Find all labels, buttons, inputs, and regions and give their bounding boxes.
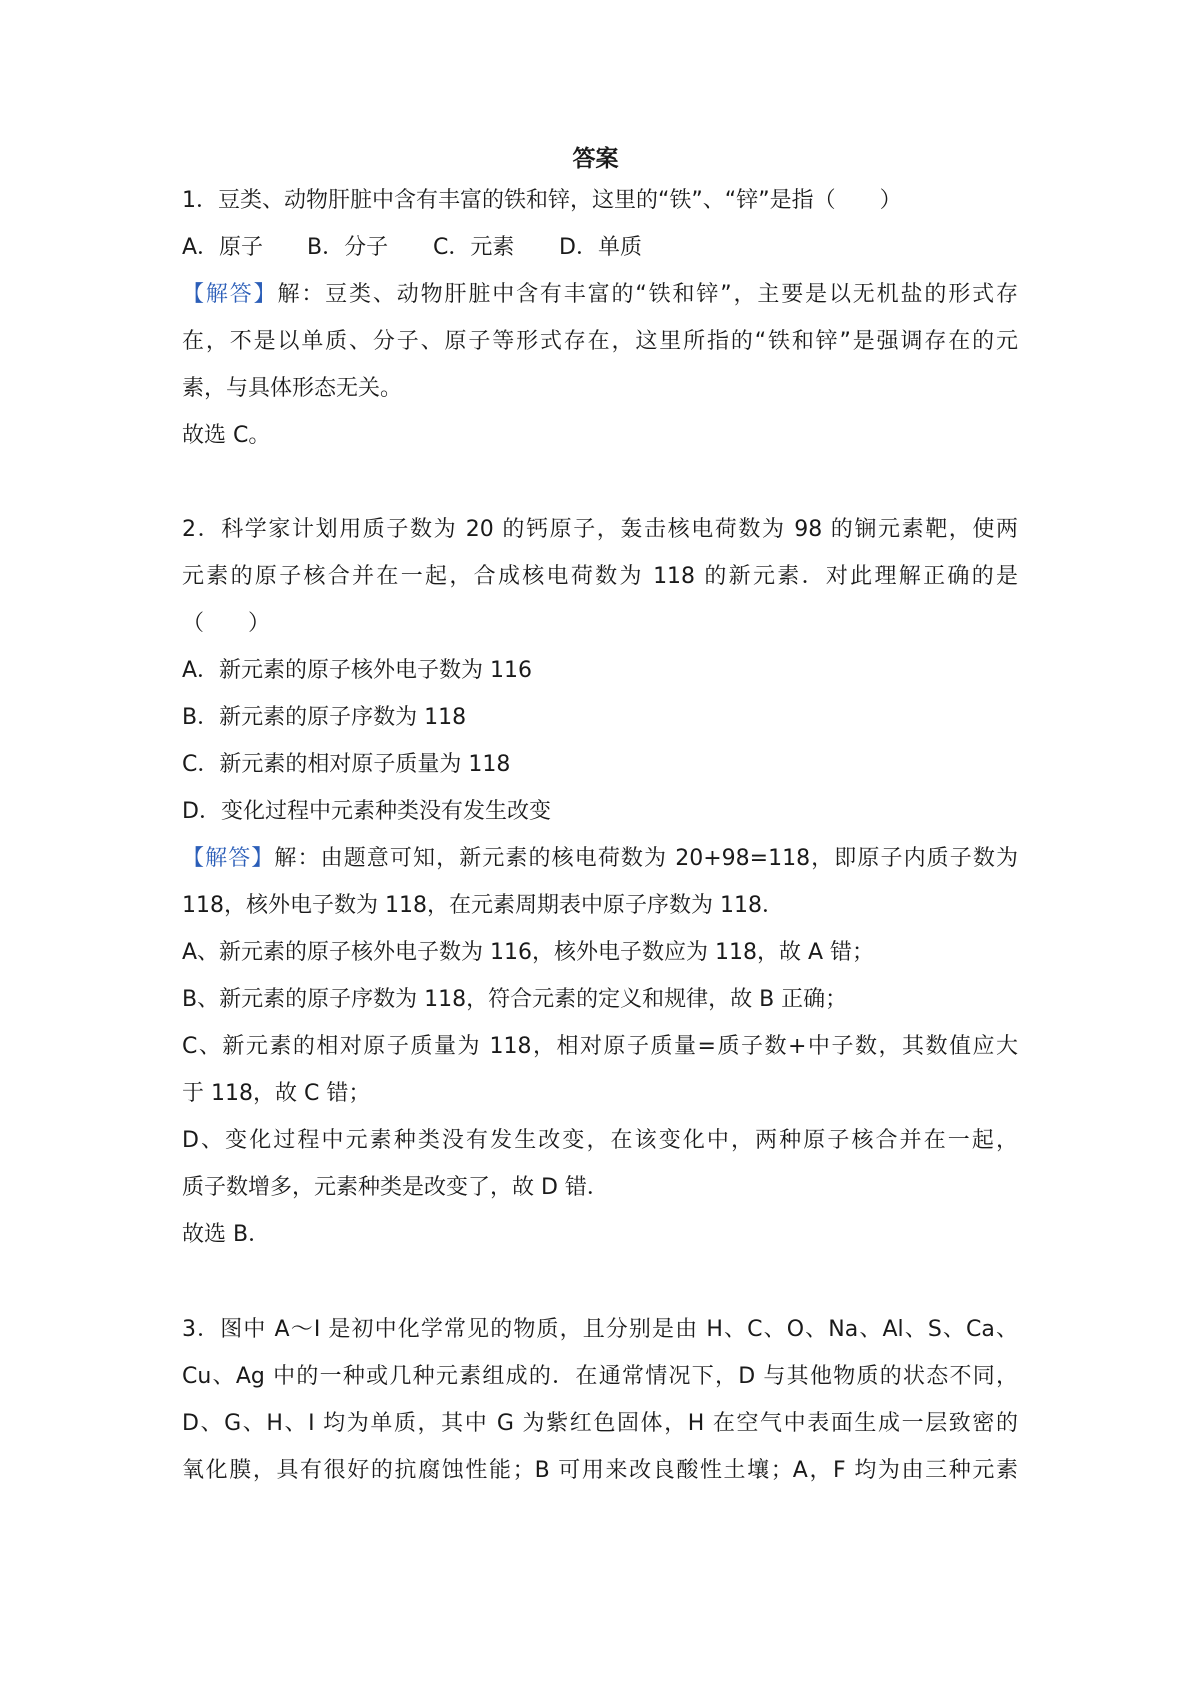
q1-option-a: A．原子 bbox=[182, 235, 264, 260]
q2-answer: 故选 B． bbox=[182, 1222, 271, 1247]
q2-analysis-line: 118，核外电子数为 118，在元素周期表中原子序数为 118． bbox=[182, 893, 784, 918]
q2-option-d: D．变化过程中元素种类没有发生改变 bbox=[182, 799, 551, 824]
q2-answer-tag: 【解答】 bbox=[182, 846, 275, 871]
q1-option-b: B．分子 bbox=[307, 235, 389, 260]
q3-stem-line: D、G、H、I 均为单质，其中 G 为紫红色固体，H 在空气中表面生成一层致密的 bbox=[182, 1411, 1018, 1436]
q1-option-c: C．元素 bbox=[433, 235, 515, 260]
q1-analysis-line: 素，与具体形态无关。 bbox=[182, 376, 403, 401]
q1-option-d: D．单质 bbox=[559, 235, 642, 260]
q1-options bbox=[182, 233, 1018, 263]
q1-analysis-line: 【解答】解：豆类、动物肝脏中含有丰富的“铁和锌”，主要是以无机盐的形式存 bbox=[182, 282, 1018, 307]
q3-stem-line: 3．图中 A～I 是初中化学常见的物质，且分别是由 H、C、O、Na、Al、S、Ca、 bbox=[182, 1317, 1018, 1342]
q2-analysis-line: 质子数增多，元素种类是改变了，故 D 错． bbox=[182, 1175, 609, 1200]
q2-analysis-line: D、变化过程中元素种类没有发生改变，在该变化中，两种原子核合并在一起， bbox=[182, 1128, 1018, 1153]
q2-stem-line: 2．科学家计划用质子数为 20 的钙原子，轰击核电荷数为 98 的锎元素靶，使两 bbox=[182, 517, 1018, 542]
q2-stem-line: （ ） bbox=[182, 611, 271, 636]
q3-stem-line: 氧化膜，具有很好的抗腐蚀性能；B 可用来改良酸性土壤；A，F 均为由三种元素 bbox=[182, 1458, 1018, 1483]
q2-analysis-line: 于 118，故 C 错； bbox=[182, 1081, 371, 1106]
q1-stem: 1．豆类、动物肝脏中含有丰富的铁和锌，这里的“铁”、“锌”是指（ ） bbox=[182, 188, 902, 213]
q2-stem-line: 元素的原子核合并在一起，合成核电荷数为 118 的新元素．对此理解正确的是 bbox=[182, 564, 1018, 589]
q2-analysis-line: B、新元素的原子序数为 118，符合元素的定义和规律，故 B 正确； bbox=[182, 987, 848, 1012]
q2-option-c: C．新元素的相对原子质量为 118 bbox=[182, 752, 511, 777]
q2-option-b: B．新元素的原子序数为 118 bbox=[182, 705, 467, 730]
q2-analysis-line: 【解答】解：由题意可知，新元素的核电荷数为 20+98=118，即原子内质子数为 bbox=[182, 846, 1018, 871]
q3-stem-line: Cu、Ag 中的一种或几种元素组成的．在通常情况下，D 与其他物质的状态不同， bbox=[182, 1364, 1018, 1389]
q2-analysis-line: C、新元素的相对原子质量为 118，相对原子质量=质子数+中子数，其数值应大 bbox=[182, 1034, 1018, 1059]
q1-analysis-line: 在，不是以单质、分子、原子等形式存在，这里所指的“铁和锌”是强调存在的元 bbox=[182, 329, 1018, 354]
page-title: 答案 bbox=[572, 146, 619, 172]
q2-analysis-line: A、新元素的原子核外电子数为 116，核外电子数应为 118，故 A 错； bbox=[182, 940, 875, 965]
q1-answer: 故选 C。 bbox=[182, 423, 271, 448]
q2-option-a: A．新元素的原子核外电子数为 116 bbox=[182, 658, 533, 683]
q1-answer-tag: 【解答】 bbox=[182, 282, 278, 307]
